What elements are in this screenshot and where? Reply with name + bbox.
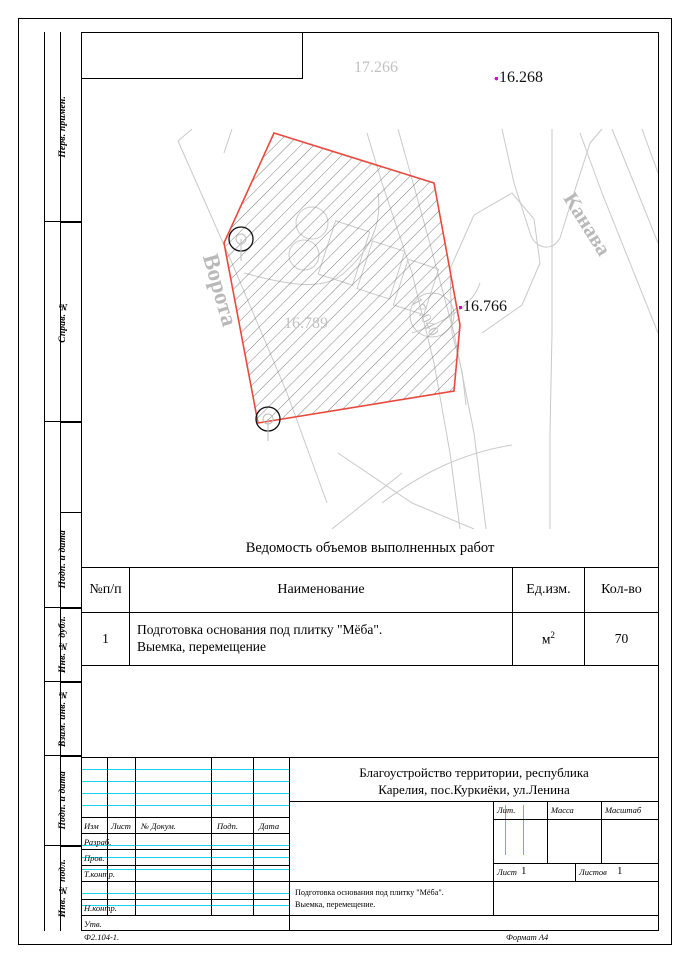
cell-qty: 70 xyxy=(584,613,658,666)
stamp-rule xyxy=(211,757,212,915)
stamp-col-izm: Изм xyxy=(84,821,99,831)
stamp-col-list: Лист xyxy=(111,821,131,831)
side-cell-inv-podl xyxy=(44,846,81,931)
stamp-rule xyxy=(289,881,659,882)
stamp-rule xyxy=(493,819,659,820)
side-label-text: Справ. № xyxy=(57,300,68,343)
side-label-text: Инв. № подл. xyxy=(57,859,68,918)
stamp-stage-line2: Выемка, перемещение. xyxy=(295,900,376,909)
stamp-rule xyxy=(81,833,289,834)
header-name: Наименование xyxy=(130,568,513,613)
volumes-table xyxy=(81,529,659,666)
guide-line xyxy=(81,781,289,782)
map-label-vorota: Ворота xyxy=(197,251,243,329)
side-rule-b-1 xyxy=(60,222,81,223)
side-label-text: Подп. и дата xyxy=(57,771,68,830)
stamp-rule xyxy=(81,881,289,882)
side-cell-perv-primen xyxy=(44,32,81,222)
side-rule-b-7 xyxy=(60,846,81,847)
table-title-row xyxy=(82,529,659,568)
guide-line xyxy=(81,893,289,894)
stamp-rule xyxy=(81,899,289,900)
stamp-rule xyxy=(81,757,82,930)
stamp-stage-line1: Подготовка основания под плитку "Мёба". xyxy=(295,888,444,897)
side-label-text: Взам. инв. № xyxy=(57,689,68,748)
side-rule-b-2 xyxy=(60,422,81,423)
guide-line xyxy=(81,857,289,858)
elevation-dot-16766 xyxy=(459,306,462,309)
cell-unit xyxy=(512,613,584,666)
side-cell-vzam-inv xyxy=(44,682,81,756)
cell-name xyxy=(130,613,513,666)
side-label-text: Перв. примен. xyxy=(57,95,68,158)
stamp-role-tkontr: Т.контр. xyxy=(84,869,115,879)
stamp-masshtab-label: Масштаб xyxy=(605,805,642,815)
stamp-rule xyxy=(135,757,136,915)
side-cell-blank-1 xyxy=(44,422,81,512)
side-label-text: Инв. № дубл. xyxy=(57,616,68,673)
stamp-rule xyxy=(547,801,548,863)
side-cell-sprav-no xyxy=(44,222,81,422)
form-code: Ф2.104-1. xyxy=(84,932,120,942)
stamp-rule xyxy=(253,757,254,915)
cell-unit-base: м xyxy=(541,631,551,647)
side-cell-podp-data-2 xyxy=(44,756,81,846)
guide-line xyxy=(81,769,289,770)
elevation-17040: 17.040 xyxy=(407,295,442,339)
guide-line xyxy=(523,805,524,855)
stamp-list-value: 1 xyxy=(521,865,527,877)
stamp-rule xyxy=(81,915,659,916)
side-rule-b-3 xyxy=(60,512,81,513)
stamp-rule xyxy=(81,865,289,866)
stamp-rule xyxy=(107,757,108,915)
stamp-role-razrab: Разраб. xyxy=(84,837,112,847)
header-no: №п/п xyxy=(82,568,130,613)
stamp-massa-label: Масса xyxy=(551,805,574,815)
side-label-text: Подп. и дата xyxy=(57,530,68,589)
cell-unit-sup: 2 xyxy=(550,630,556,641)
map-label-kanava: Канава xyxy=(558,188,617,260)
table-title: Ведомость объемов выполненных работ xyxy=(82,529,659,568)
stamp-lit-label: Лит. xyxy=(497,805,516,815)
stamp-rule xyxy=(81,817,289,818)
guide-line xyxy=(81,793,289,794)
cell-name-line1: Подготовка основания под плитку "Мёба". xyxy=(137,622,383,638)
guide-line xyxy=(81,805,289,806)
elevation-17266: 17.266 xyxy=(354,59,398,76)
site-plan-drawing xyxy=(82,33,658,529)
stamp-role-nkontr: Н.контр. xyxy=(84,903,117,913)
elevation-16268: 16.268 xyxy=(499,69,543,86)
stamp-col-doc: № Докум. xyxy=(141,821,176,831)
elevation-16766: 16.766 xyxy=(463,298,507,315)
stamp-listov-label: Листов xyxy=(579,867,607,877)
table-header-row xyxy=(82,568,659,613)
cell-name-line2: Выемка, перемещение xyxy=(137,639,267,654)
stamp-rule xyxy=(493,801,494,915)
elevation-dot-16268 xyxy=(495,77,498,80)
header-unit: Ед.изм. xyxy=(512,568,584,613)
stamp-rule xyxy=(81,849,289,850)
cell-no: 1 xyxy=(82,613,130,666)
side-rule-b-4 xyxy=(60,608,81,609)
side-rule-b-5 xyxy=(60,682,81,683)
stamp-object-line1: Благоустройство территории, республика xyxy=(359,765,589,780)
table-row xyxy=(82,613,659,666)
stamp-rule xyxy=(601,801,602,863)
stamp-rule xyxy=(81,930,659,931)
stamp-rule xyxy=(289,801,659,802)
guide-line xyxy=(81,845,289,846)
stamp-role-utv: Утв. xyxy=(84,919,102,929)
stamp-list-label: Лист xyxy=(497,867,517,877)
stamp-object-line2: Карелия, пос.Куркиёки, ул.Ленина xyxy=(378,782,570,797)
stamp-col-podp: Подп. xyxy=(217,821,238,831)
stamp-listov-value: 1 xyxy=(617,865,623,877)
stamp-rule xyxy=(81,757,659,758)
side-rule-b-6 xyxy=(60,756,81,757)
elevation-16789: 16.789 xyxy=(284,315,328,332)
side-cell-podp-data-1 xyxy=(44,512,81,608)
side-cell-inv-dubl xyxy=(44,608,81,682)
stamp-role-prov: Пров. xyxy=(84,853,105,863)
title-block xyxy=(81,757,659,931)
header-qty: Кол-во xyxy=(584,568,658,613)
stamp-rule xyxy=(575,863,576,881)
sheet-format: Формат А4 xyxy=(506,932,549,942)
stamp-col-data: Дата xyxy=(259,821,280,831)
